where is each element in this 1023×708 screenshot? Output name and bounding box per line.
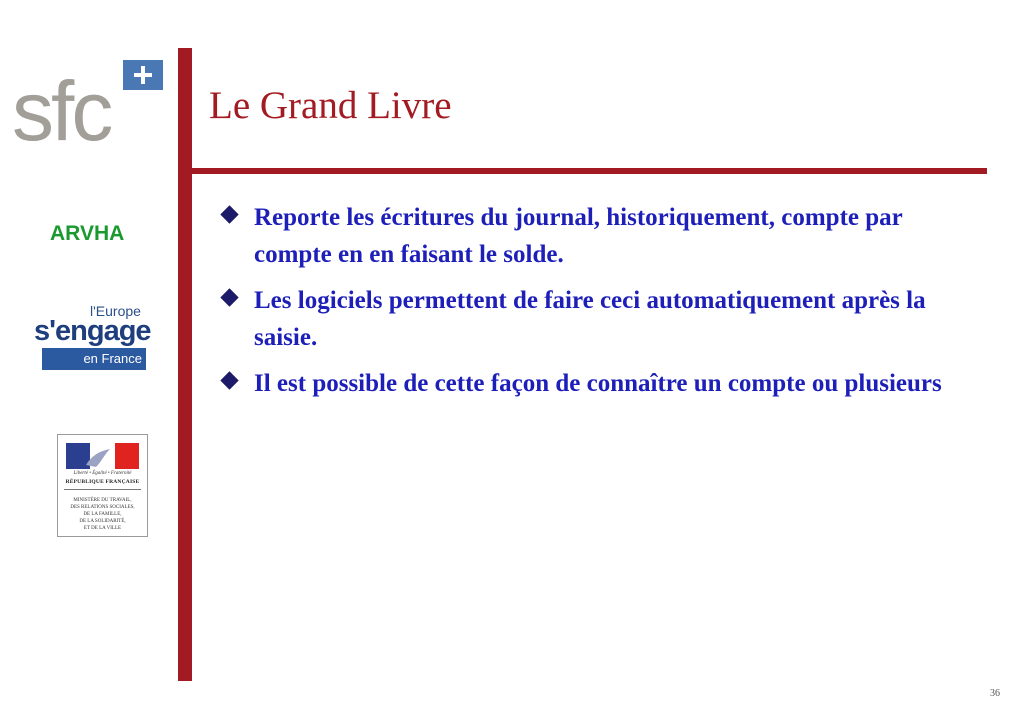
bullet-text: Il est possible de cette façon de connaître un compte ou plusieurs xyxy=(254,370,942,397)
diamond-bullet-icon xyxy=(220,288,238,306)
diamond-bullet-icon xyxy=(220,205,238,223)
vertical-accent-bar xyxy=(178,48,192,681)
europe-logo-band xyxy=(42,348,146,370)
ministry-logo xyxy=(57,434,148,537)
republic-name: RÉPUBLIQUE FRANÇAISE xyxy=(65,479,140,485)
ministry-divider xyxy=(64,489,141,490)
horizontal-accent-bar xyxy=(192,168,987,174)
bullet-item xyxy=(218,282,978,356)
marianne-flag-icon xyxy=(66,443,139,469)
bullet-text: Les logiciels permettent de faire ceci automatiquement après la saisie. xyxy=(254,287,926,351)
bullet-text: Reporte les écritures du journal, historiquement, compte par compte en en faisant le solde. xyxy=(254,204,903,268)
slide-title: Le Grand Livre xyxy=(209,84,452,127)
page-number: 36 xyxy=(990,688,1000,699)
diamond-bullet-icon xyxy=(220,371,238,389)
europe-logo-line1: l'Europe xyxy=(90,303,141,319)
bullet-item xyxy=(218,365,978,402)
sfc-logo xyxy=(12,60,167,160)
bullet-item xyxy=(218,199,978,273)
europe-logo-line2: s'engage xyxy=(34,315,151,347)
arvha-label: ARVHA xyxy=(50,222,125,245)
ministry-name: MINISTÈRE DU TRAVAIL, DES RELATIONS SOCIALES, DE LA FAMILLE, DE LA SOLIDARITÉ, ET DE LA VILLE xyxy=(70,498,135,531)
europe-logo xyxy=(34,303,151,371)
sfc-logo-text: sfc xyxy=(12,64,111,158)
republic-motto: Liberté • Égalité • Fraternité xyxy=(73,471,132,476)
europe-logo-line3: en France xyxy=(83,351,142,366)
plus-icon xyxy=(123,60,163,90)
bullet-list xyxy=(218,199,978,411)
